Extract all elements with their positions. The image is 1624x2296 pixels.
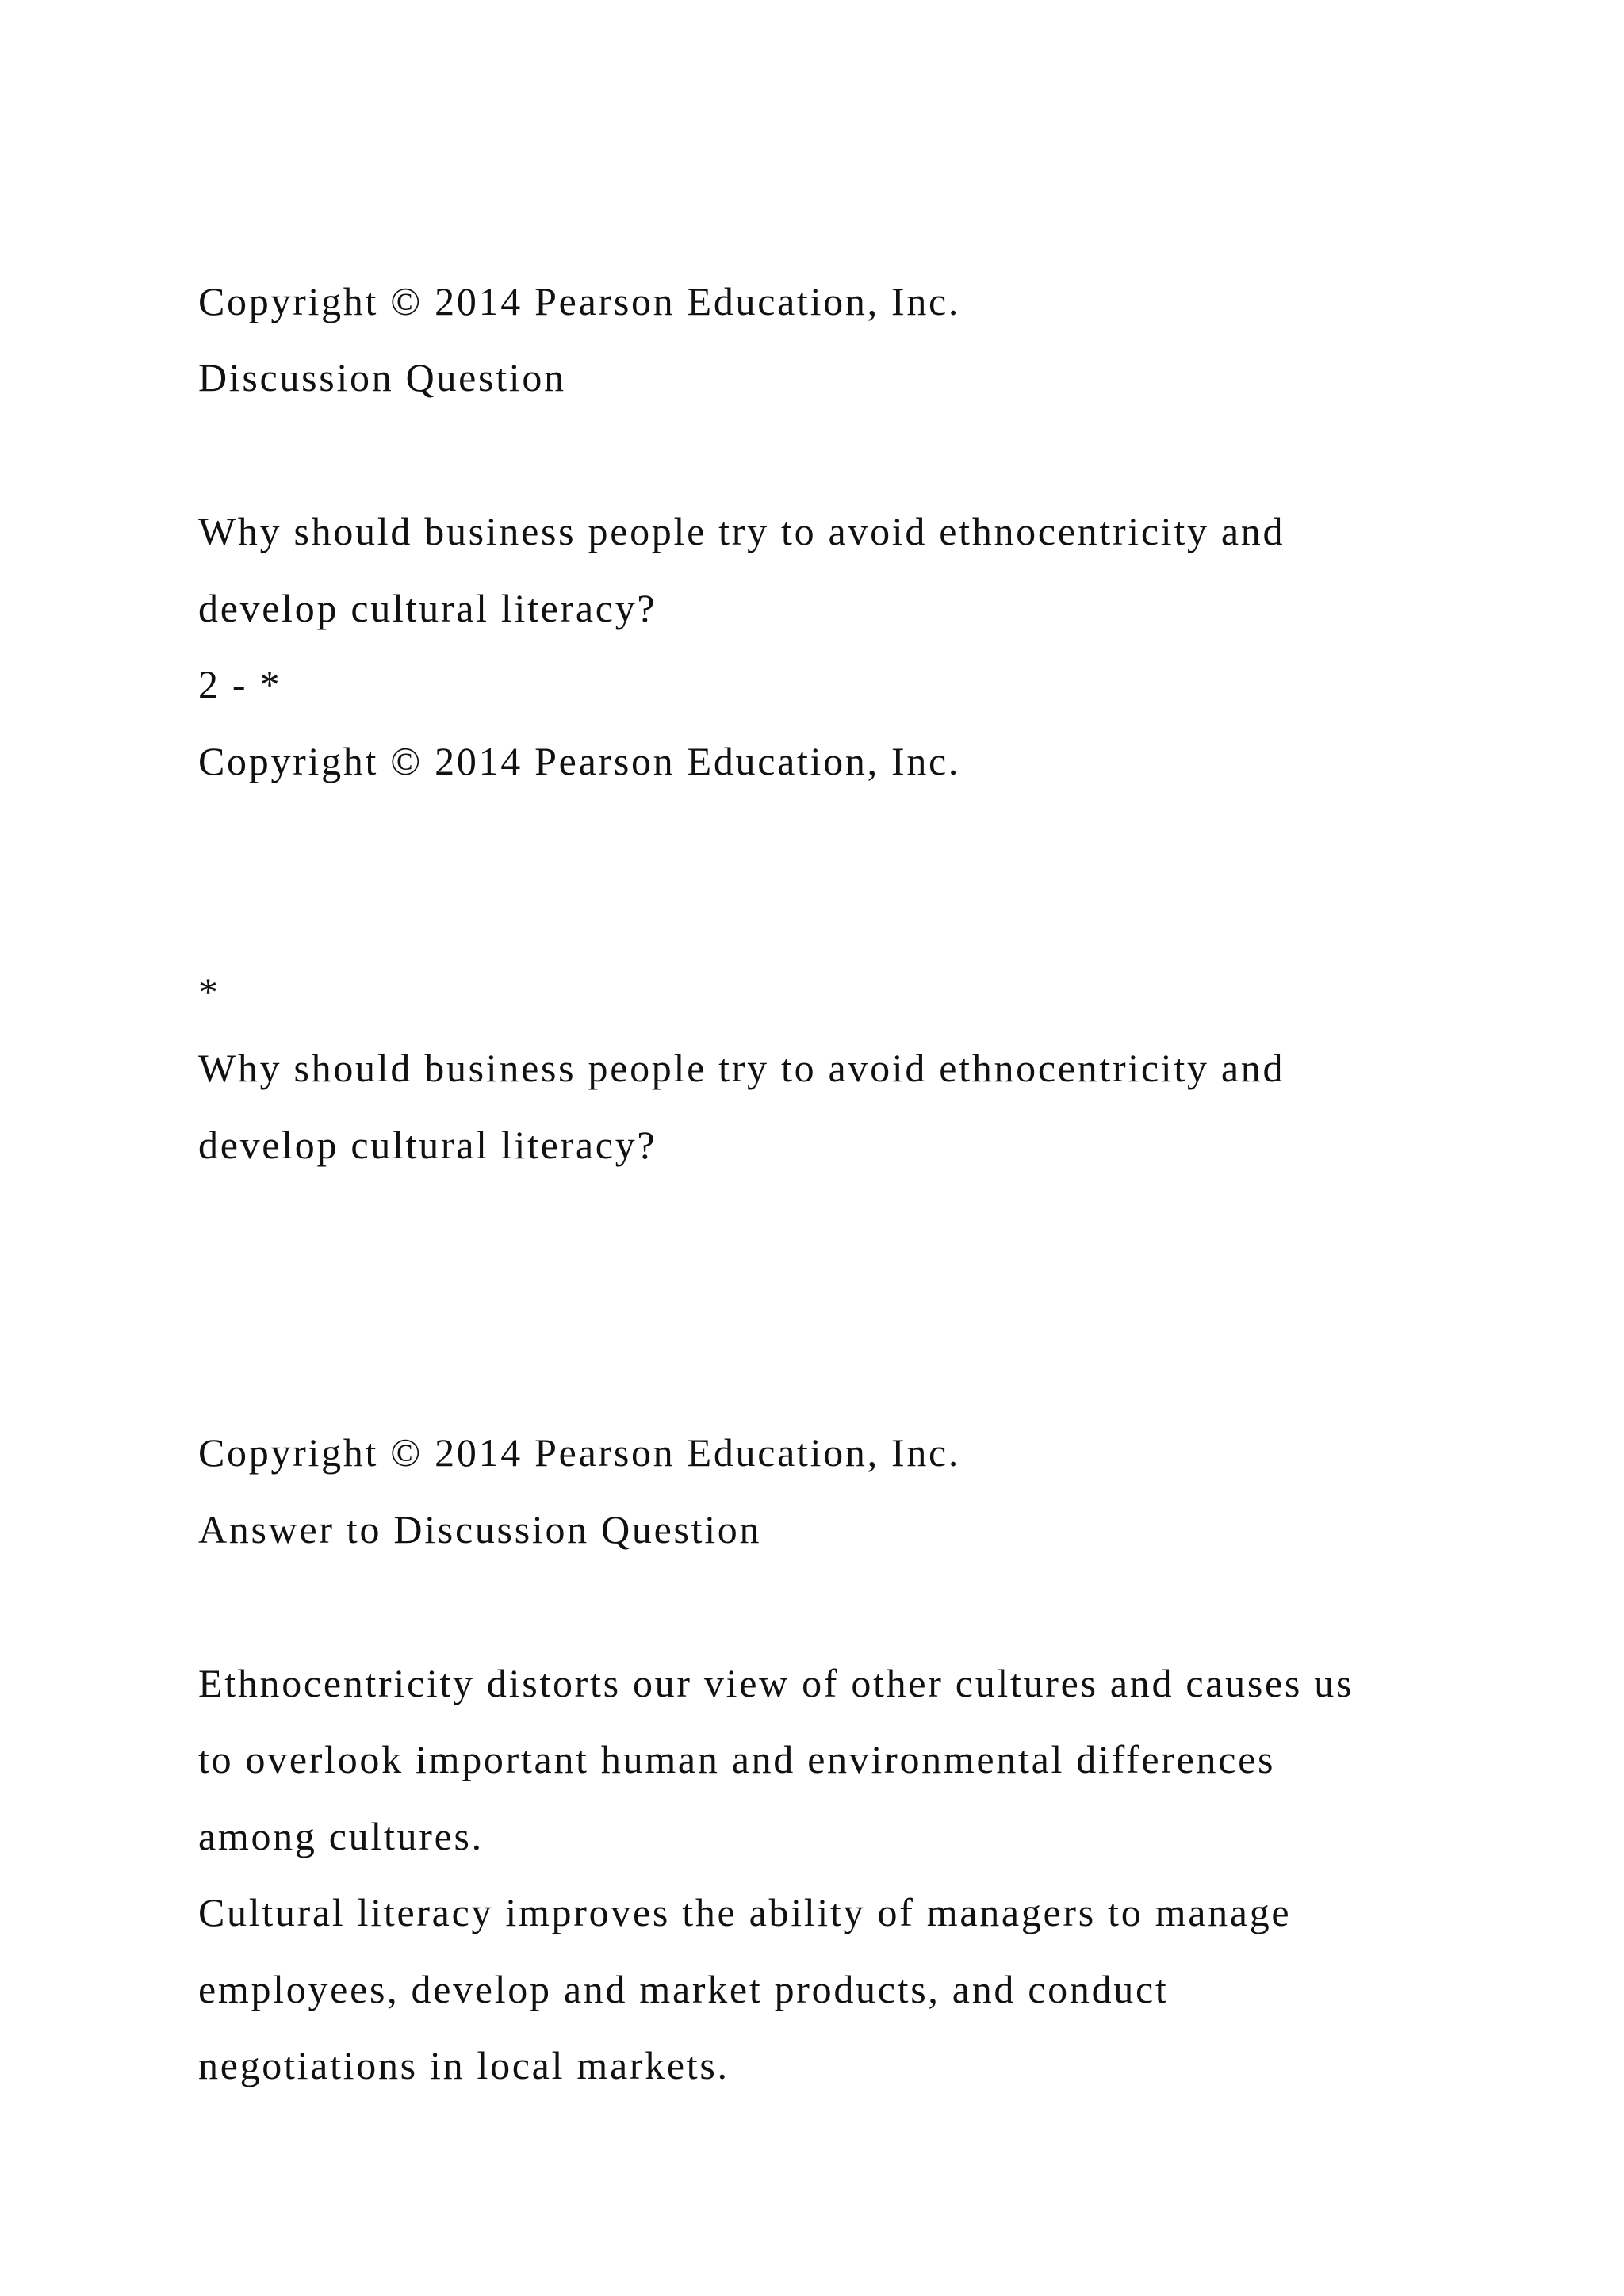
heading-discussion-question: Discussion Question <box>198 355 566 400</box>
slide-number: 2 - * <box>198 662 282 706</box>
copyright-line-3: Copyright © 2014 Pearson Education, Inc. <box>198 1430 961 1475</box>
question-repeat-line-1: Why should business people try to avoid ethnocentricity and <box>198 1046 1285 1090</box>
answer-line-4: Cultural literacy improves the ability of managers to manage <box>198 1890 1292 1934</box>
answer-line-3: among cultures. <box>198 1814 484 1858</box>
question-line-2: develop cultural literacy? <box>198 586 657 630</box>
answer-line-6: negotiations in local markets. <box>198 2043 730 2087</box>
copyright-line-2: Copyright © 2014 Pearson Education, Inc. <box>198 739 961 783</box>
heading-answer: Answer to Discussion Question <box>198 1507 762 1552</box>
answer-line-2: to overlook important human and environmental differences <box>198 1737 1276 1781</box>
answer-line-1: Ethnocentricity distorts our view of other cultures and causes us <box>198 1661 1354 1705</box>
asterisk-marker: * <box>198 970 220 1014</box>
question-line-1: Why should business people try to avoid ethnocentricity and <box>198 509 1285 553</box>
copyright-line-1: Copyright © 2014 Pearson Education, Inc. <box>198 279 961 323</box>
answer-line-5: employees, develop and market products, and conduct <box>198 1967 1169 2011</box>
question-repeat-line-2: develop cultural literacy? <box>198 1123 657 1167</box>
